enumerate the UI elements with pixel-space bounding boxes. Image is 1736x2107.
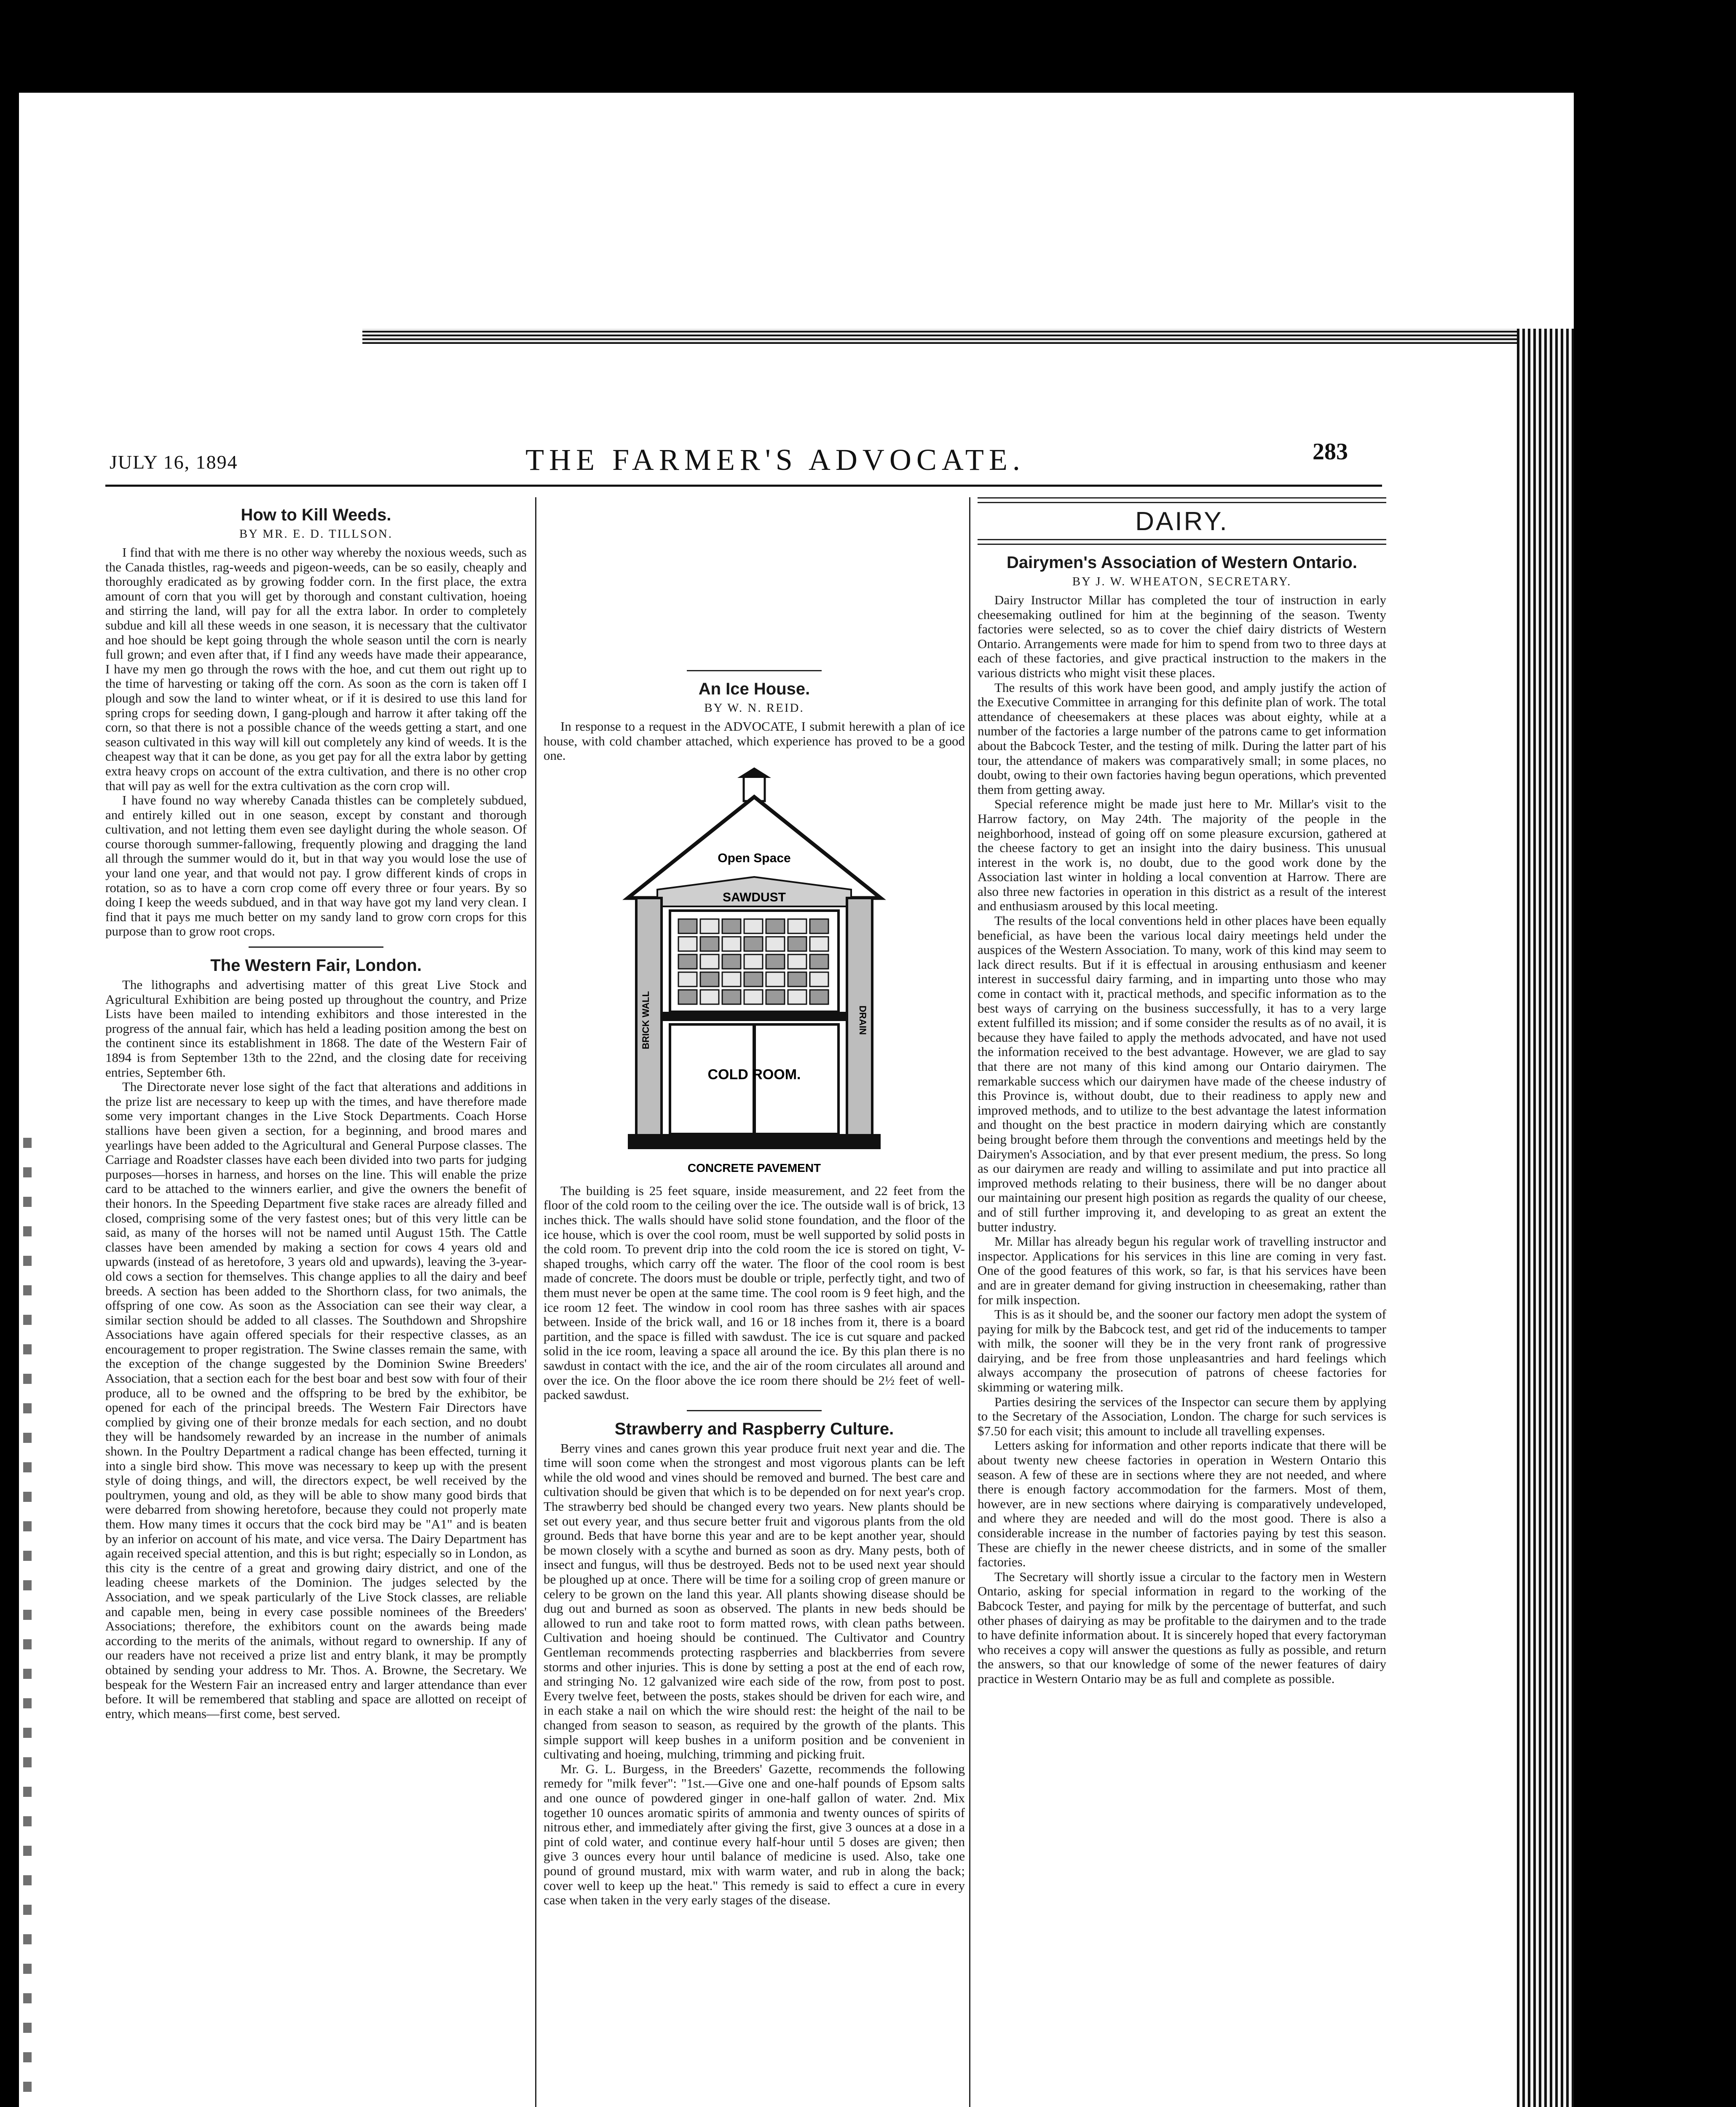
section-rule	[249, 946, 383, 948]
byline: BY MR. E. D. TILLSON.	[239, 527, 393, 541]
column-3	[978, 497, 1386, 2107]
ice-block	[766, 937, 785, 951]
column-2	[544, 497, 965, 2107]
byline: BY W. N. REID.	[704, 701, 804, 715]
article-title: An Ice House.	[698, 680, 810, 698]
sawdust-label: SAWDUST	[723, 890, 786, 904]
ice-block	[722, 972, 741, 986]
scanner-frame-left	[0, 0, 19, 2107]
article-title: How to Kill Weeds.	[241, 506, 391, 524]
header-rule	[105, 485, 1382, 487]
column-rule	[535, 497, 536, 2107]
cupola-roof	[737, 767, 771, 778]
scanner-frame-right	[1574, 0, 1736, 2107]
paragraph: Mr. Millar has already begun his regular work of travelling instructor and inspector. Applications for his services in this line are coming in very fast. One of the good features of this work, so far, is that his services have been and are in greater demand for giving instruction in cheesemaking, rather than for milk inspection.	[978, 1234, 1386, 1307]
department-header: DAIRY.	[1135, 507, 1229, 536]
book-spine-edge	[1517, 329, 1574, 2107]
concrete-pavement	[628, 1134, 881, 1149]
paragraph: Special reference might be made just here to Mr. Millar's visit to the Harrow factory, on May 24th. The majority of the people in the neighborhood, instead of going off on some pleasure excursion, gathered at the cheese factory to get an insight into the dairy business. This unusual interest in the work is, no doubt, due to the good work done by the Association last winter in holding a local convention at Harrow. There are also three new factories in operation in this district as a result of the interest and enthusiasm aroused by this local meeting.	[978, 796, 1386, 914]
paragraph: The lithographs and advertising matter of this great Live Stock and Agricultural Exhibition are being posted up throughout the country, and Prize Lists have been mailed to intending exhibitors and those interested in the progress of the annual fair, which has held a leading position among the best on the continent since its establishment in 1868. The date of the Western Fair of 1894 is from September 13th to the 22nd, and the closing date for receiving entries, September 6th.	[105, 977, 527, 1080]
paragraph: The Directorate never lose sight of the fact that alterations and additions in the prize list are necessary to keep up with the times, and have therefore made some very important changes in the Live Stock Departments. Coach Horse stallions have been given a section, for a beginning, and brood mares and yearlings have been added to the Agricultural and General Purpose classes. The Carriage and Roadster classes have each been divided into two parts for judging purposes—horses in harness, and horses on the line. This will enable the prize card to be attached to the winners earlier, and give the owners the benefit of their honors. In the Speeding Department five stake races are already filled and closed, comprising some of the very fastest ones; but of this very little can be said, as many of the horses will not be named until August 15th. The Cattle classes have been amended by making a section for cows 4 years old and upwards (instead of as heretofore, 3 years old and upwards), leaving the 3-year-old cows a section for themselves. This change applies to all the dairy and beef breeds. A section has been added to the Shorthorn class, for two animals, the offspring of one cow. As soon as the Association can see their way clear, a similar section should be added to all classes. The Southdown and Shropshire Associations have again offered specials for their respective classes, as an encouragement to proper registration. The Swine classes remain the same, with the exception of the change suggested by the Dominion Swine Breeders' Association, that a section each for the best boar and best sow with four of their produce, all to be owned and the offspring to be bred by the exhibitor, be opened for each of the principal breeds. The Western Fair Directors have complied by giving one of their bronze medals for each section, and no doubt they will be handsomely rewarded by an increase in the number of animals shown. In the Poultry Department a radical change has been effected, turning it into a single bird show. This move was necessary to keep up with the present style of doing things, and will, the directors expect, be well received by the poultrymen, young and old, as they will be able to show many good birds that were debarred from showing heretofore, because they could not properly mate them. How many times it occurs that the cock bird may be "A1" and is beaten by an inferior on account of his mate, and vice versa. The Dairy Department has again received special attention, and this is but right; especially so in London, as this city is the centre of a great and growing dairy district, and one of the leading cheese markets of the Dominion. The judges selected by the Association, and we speak particularly of the Live Stock classes, are reliable and capable men, being in every case possible nominees of the Breeders' Associations; therefore, the exhibitors count on the awards being made according to the merits of the animals, without regard to ownership. If any of our readers have not received a prize list and entry blank, it may be promptly obtained by sending your address to Mr. Thos. A. Browne, the Secretary. We bespeak for the Western Fair an increased entry and larger attendance than ever before. It will be remembered that stabling and space are allotted on receipt of entry, which means—first come, best served.	[105, 1079, 527, 1721]
ice-block	[700, 954, 719, 969]
ice-block	[700, 972, 719, 986]
department-rule	[978, 539, 1386, 545]
column-rule	[969, 497, 970, 2107]
ice-block	[744, 990, 763, 1004]
ice-block	[766, 954, 785, 969]
ice-block	[744, 937, 763, 951]
ice-block	[810, 954, 828, 969]
ice-block	[788, 972, 806, 986]
ice-block	[722, 937, 741, 951]
ice-block	[766, 919, 785, 933]
drain-label: DRAIN	[857, 1005, 868, 1035]
ice-block	[810, 919, 828, 933]
ice-room-floor	[662, 1012, 847, 1021]
byline: BY J. W. WHEATON, SECRETARY.	[1072, 575, 1292, 588]
ice-block	[810, 972, 828, 986]
ice-blocks	[678, 919, 828, 1004]
paragraph: The results of the local conventions held in other places have been equally beneficial, as have been the various local dairy meetings held under the auspices of the Western Association. To many, work of this kind may seem to lack direct results. But if it is effectual in arousing enthusiasm and keener interest in successful dairy farming, and in imparting unto those who may come in contact with it, practical methods, and specific information as to the best ways of carrying on the business successfully, it has to a very large extent fulfilled its mission; and if some consider the results as of no avail, it is because they have failed to apply the methods advocated, and have not used the information received to the best advantage. However, we are glad to say that there are not many of this kind among our Ontario dairymen. The remarkable success which our dairymen have made of the cheese industry of this Province is, without doubt, due to their readiness to apply new and improved methods, and to utilize to the best advantage the latest information and thought on the best practice in modern dairying which are constantly being brought before them through the conventions and meetings held by the Dairymen's Association, and by that ever present medium, the press. So long as our dairymen are ready and willing to assimilate and put into practice all improved methods relating to their business, there will be no danger about our maintaining our present high position as regards the quality of our cheese, and of still further improving it, and developing to as great an extent the butter industry.	[978, 913, 1386, 1234]
issue-date: JULY 16, 1894	[110, 451, 238, 473]
book-top-edge	[362, 329, 1572, 344]
paragraph: I find that with me there is no other way whereby the noxious weeds, such as the Canada thistles, rag-weeds and pigeon-weeds, can be so easily, cheaply and thoroughly eradicated as by growing fodder corn. In the first place, the extra amount of corn that you will get by thorough and constant cultivation, hoeing and stirring the land, will pay for all the extra labor. In order to completely subdue and kill all these weeds in one season, it is necessary that the cultivator and hoe should be kept going through the whole season until the corn is nearly full grown; and even after that, if I find any weeds have made their appearance, I have my men go through the rows with the hoe, and cut them out right up to the time of harvesting or taking off the corn. As soon as the corn is taken off I plough and sow the land to winter wheat, or if it is desired to use this land for spring crops for seeding down, I gang-plough and harrow it after taking off the corn, so that there is not a possible chance of the weeds getting a start, and one season cultivated in this way will kill out completely any kind of weeds. It is the cheapest way that it can be done, as you get pay for all the extra labor by getting extra heavy crops on account of the extra cultivation, and there is no other crop that will pay as well for the extra cultivation as the corn crop will.	[105, 545, 527, 793]
ice-block	[678, 954, 697, 969]
paragraph: The Secretary will shortly issue a circular to the factory men in Western Ontario, asking for special information in regard to the working of the Babcock Tester, and paying for milk by the percentage of butterfat, and such other phases of dairying as may be profitable to the dairymen and to the trade to have definite information about. It is sincerely hoped that every factoryman who receives a copy will answer the questions as fully as possible, and return the answers, so that our knowledge of some of the newer features of dairy practice in Western Ontario may be as full and complete as possible.	[978, 1569, 1386, 1686]
ice-block	[810, 937, 828, 951]
paragraph: Dairy Instructor Millar has completed the tour of instruction in early cheesemaking outlined for him at the beginning of the season. Twenty factories were selected, so as to cover the chief dairy districts of Western Ontario. Arrangements were made for him to spend from two to three days at each of these factories, and give practical instruction to the makers in the various districts who might visit these places.	[978, 592, 1386, 680]
section-rule	[687, 1410, 822, 1411]
department-rule	[978, 497, 1386, 503]
paragraph: Parties desiring the services of the Inspector can secure them by applying to the Secretary of the Association, London. The charge for such services is $7.50 for each visit; this amount to include all travelling expenses.	[978, 1394, 1386, 1438]
paragraph: Mr. G. L. Burgess, in the Breeders' Gazette, recommends the following remedy for "milk fever": "1st.—Give one and one-half pounds of Epsom salts and one ounce of powdered ginger in one-half gallon of water. 2nd. Mix together 10 ounces aromatic spirits of ammonia and twenty ounces of spirits of nitrous ether, and immediately after giving the first, give 3 ounces at a dose in a pint of cold water, and continue every half-hour until 5 doses are given; then give 3 ounces every hour until balance of medicine is used. Also, take one pound of ground mustard, mix with warm water, and rub in along the back; cover well to keep up the heat." This remedy is said to effect a cure in every case when taken in the very early stages of the disease.	[544, 1761, 965, 1908]
ice-block	[722, 919, 741, 933]
film-edge-marks	[23, 1138, 32, 2107]
ice-block	[678, 990, 697, 1004]
ice-block	[744, 919, 763, 933]
article-title: Dairymen's Association of Western Ontario.	[1007, 553, 1357, 572]
paragraph: I have found no way whereby Canada thistles can be completely subdued, and entirely killed out in one season, except by constant and thorough cultivation, and not letting them even see daylight during the whole season. Of course thorough summer-fallowing, frequently plowing and dragging the land all through the summer would do it, but in that way you would lose the use of your land one year, and that would not pay. I grow different kinds of crops in rotation, so as to have a corn crop come off every three or four years. By so doing I keep the weeds subdued, and in that way have got my land very clean. I find that it pays me much better on my sandy land to grow corn crops for this purpose than to grow root crops.	[105, 793, 527, 939]
ice-block	[766, 990, 785, 1004]
ice-block	[678, 919, 697, 933]
paragraph: The results of this work have been good, and amply justify the action of the Executive Committee in arranging for this definite plan of work. The total attendance of cheesemakers at these places was about eighty, while at a number of the factories a large number of the patrons came to get information about the Babcock Tester, and the testing of milk. During the latter part of his tour, the attendance of makers was comparatively small; in some places, no doubt, owing to their own factories having begun operations, which prevented them from getting away.	[978, 680, 1386, 797]
ice-block	[722, 954, 741, 969]
paragraph: The building is 25 feet square, inside measurement, and 22 feet from the floor of the cold room to the ceiling over the ice. The outside wall is of brick, 13 inches thick. The walls should have solid stone foundation, and the floor of the ice house, which is over the cool room, must be well supported by solid posts in the cold room. To prevent drip into the cold room the ice is stored on tight, V-shaped troughs, which carry off the water. The floor of the cool room is best made of concrete. The doors must be double or triple, perfectly tight, and two of them must never be open at the same time. The cool room is 9 feet high, and the ice room 12 feet. The window in cool room has three sashes with air spaces between. Inside of the brick wall, and 16 or 18 inches from it, there is a board partition, and the space is filled with sawdust. The ice is cut square and packed solid in the ice room, leaving a space all around the ice. By this plan there is no sawdust in contact with the ice, and the air of the room circulates all around and over the ice. On the floor above the ice room there should be 2½ feet of well-packed sawdust.	[544, 1183, 965, 1402]
ice-block	[788, 954, 806, 969]
ice-house-plan-figure	[611, 767, 897, 1180]
masthead: THE FARMER'S ADVOCATE.	[525, 443, 1025, 477]
section-rule	[687, 670, 822, 671]
ice-block	[788, 990, 806, 1004]
cold-room-label: COLD ROOM.	[707, 1066, 801, 1083]
concrete-pavement-label: CONCRETE PAVEMENT	[687, 1161, 821, 1174]
ice-block	[700, 937, 719, 951]
scanner-frame-top	[0, 0, 1736, 93]
paragraph: This is as it should be, and the sooner our factory men adopt the system of paying for milk by the Babcock test, and get rid of the inducements to tamper with milk, the sooner will they be in the very front rank of progressive dairying, and be free from those unpleasantries and hard feelings which always accompany the prosecution of patrons of cheese factories for skimming or watering milk.	[978, 1307, 1386, 1395]
paragraph: In response to a request in the ADVOCATE, I submit herewith a plan of ice house, with cold chamber attached, which experience has proved to be a good one.	[544, 719, 965, 763]
column-1	[105, 497, 527, 2107]
ice-block	[700, 919, 719, 933]
ice-block	[678, 972, 697, 986]
ice-block	[722, 990, 741, 1004]
open-space-label: Open Space	[718, 851, 791, 865]
ice-block	[766, 972, 785, 986]
brick-wall-label: BRICK WALL	[640, 991, 651, 1049]
article-title: The Western Fair, London.	[210, 956, 422, 975]
page-number: 283	[1313, 439, 1348, 465]
ice-block	[810, 990, 828, 1004]
ice-block	[788, 919, 806, 933]
ice-block	[744, 954, 763, 969]
paragraph: Letters asking for information and other reports indicate that there will be about twenty new cheese factories in operation in Western Ontario this season. A few of these are in sections where they are not needed, and where there is enough factory accommodation for the farmers. Most of them, however, are in new sections where dairying is comparatively undeveloped, and where they are needed and will do the most good. There is also a considerable increase in the number of factories paying by test this season. These are chiefly in the newer cheese districts, and in some of the smaller factories.	[978, 1438, 1386, 1570]
article-title: Strawberry and Raspberry Culture.	[614, 1419, 894, 1438]
paragraph: Berry vines and canes grown this year produce fruit next year and die. The time will soon come when the strongest and most vigorous plants can be left while the old wood and vines should be removed and burned. The best care and cultivation should be given that which is to be depended on for next year's crop. The strawberry bed should be changed every two years. New plants should be set out every year, and thus secure better fruit and vigorous plants from the old ground. Beds that have borne this year and are to be kept another year, should be mown closely with a scythe and burned as soon as dry. Many pests, both of insect and fungus, will thus be destroyed. Beds not to be used next year should be ploughed up at once. There will be time for a soiling crop of green manure or celery to be grown on the land this year. All plants showing disease should be dug out and burned as soon as observed. The plants in new beds should be allowed to run and take root to form matted rows, with clean paths between. Cultivation and hoeing should be continued. The Cultivator and Country Gentleman recommends protecting raspberries and blackberries from severe storms and other injuries. This is done by setting a post at the end of each row, and stringing No. 12 galvanized wire each side of the row, from post to post. Every twelve feet, between the posts, stakes should be driven for each wire, and in each stake a nail on which the wire should rest: the height of the nail to be changed from season to season, as required by the growth of the plants. This simple support will keep bushes in a uniform position and be convenient in cultivating and hoeing, mulching, trimming and picking fruit.	[544, 1440, 965, 1762]
ice-block	[678, 937, 697, 951]
ice-block	[744, 972, 763, 986]
ice-block	[788, 937, 806, 951]
ice-block	[700, 990, 719, 1004]
